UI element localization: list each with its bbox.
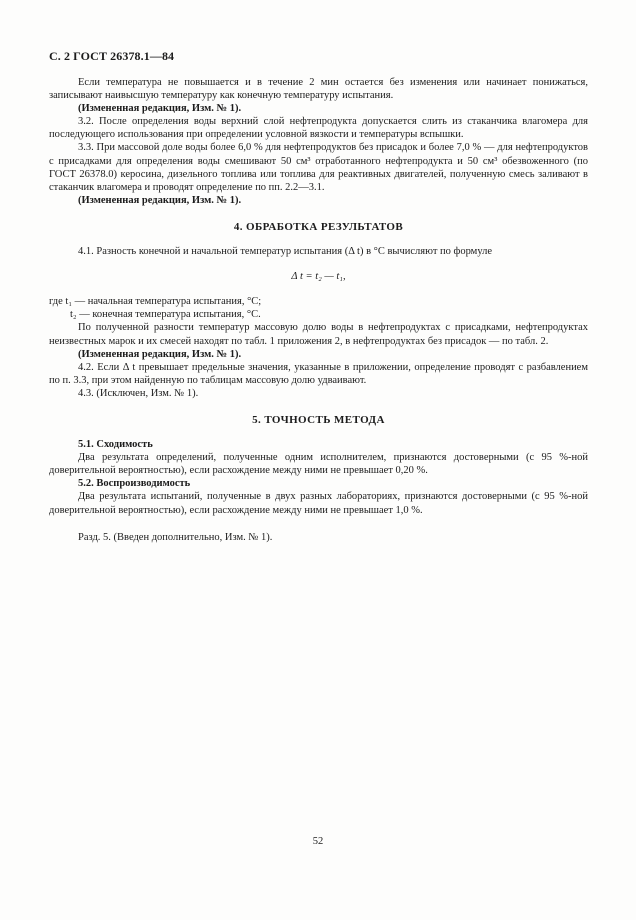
- section-4-title: 4. ОБРАБОТКА РЕЗУЛЬТАТОВ: [233, 220, 404, 233]
- amendment-note: (Измененная редакция, Изм. № 1).: [78, 348, 242, 360]
- paragraph-3-2: 3.2. После определения воды верхний слой нефтепродукта допускается слить из стаканчика влагомера для последующего использования при определении условной вязкости и температуры вспышки.: [49, 116, 588, 141]
- amendment-note: (Измененная редакция, Изм. № 1).: [78, 194, 242, 206]
- paragraph-temperature: Если температура не повышается и в течение 2 мин остается без изменения или начинает понижаться, записывают наивысшую температуру как конечную температуру испытания.: [49, 77, 588, 102]
- heading-5-1: 5.1. Сходимость: [78, 439, 153, 451]
- paragraph-4-3: 4.3. (Исключен, Изм. № 1).: [78, 387, 199, 399]
- page-number: 52: [312, 836, 324, 847]
- section-5-note: Разд. 5. (Введен дополнительно, Изм. № 1).: [78, 531, 273, 543]
- paragraph-3-3: 3.3. При массовой доле воды более 6,0 % для нефтепродуктов без присадок и более 7,0 % — для нефтепродуктов с присадками для определения воды смешивают 50 см³ отработанного нефтепродукта и 50 см³ обезвоженного (по ГОСТ 26378.0) керосина, дизельного топлива или топлива для реактивных двигателей, полученную смесь заливают в стаканчик влагомера и проводят определение по пп. 2.2—3.1.: [49, 142, 588, 193]
- paragraph-5-2: Два результата испытаний, полученные в двух разных лабораториях, признаются достоверными (с 95 %-ной доверительной вероятностью), если расхождение между ними не превышает 1,0 %.: [49, 491, 588, 516]
- amendment-note: (Измененная редакция, Изм. № 1).: [78, 103, 242, 115]
- paragraph-result: По полученной разности температур массовую долю воды в нефтепродуктах с присадками, нефтепродуктах неизвестных марок и их смесей находят по табл. 1 приложения 2, в нефтепродуктах без присадок — по табл. 2.: [49, 322, 588, 347]
- document-body: [49, 76, 588, 544]
- heading-5-2: 5.2. Воспроизводимость: [78, 478, 191, 490]
- page-header: С. 2 ГОСТ 26378.1—84: [49, 49, 175, 63]
- section-5-title: 5. ТОЧНОСТЬ МЕТОДА: [252, 413, 385, 426]
- paragraph-5-1: Два результата определений, полученные одним исполнителем, признаются достоверными (с 95 %-ной доверительной вероятностью), если расхождение между ними не превышает 0,20 %.: [49, 452, 588, 477]
- where-t2: t₂ — конечная температура испытания, °С.: [70, 309, 261, 321]
- formula: Δ t = t₂ — t₁,: [291, 271, 346, 283]
- where-t1: где t₁ — начальная температура испытания, °С;: [49, 296, 262, 308]
- paragraph-4-2: 4.2. Если Δ t превышает предельные значения, указанные в приложении, определение проводят с разбавлением по п. 3.3, при этом найденную по таблицам массовую долю удваивают.: [49, 361, 588, 386]
- paragraph-4-1: 4.1. Разность конечной и начальной температур испытания (Δ t) в °С вычисляют по формуле: [78, 246, 493, 258]
